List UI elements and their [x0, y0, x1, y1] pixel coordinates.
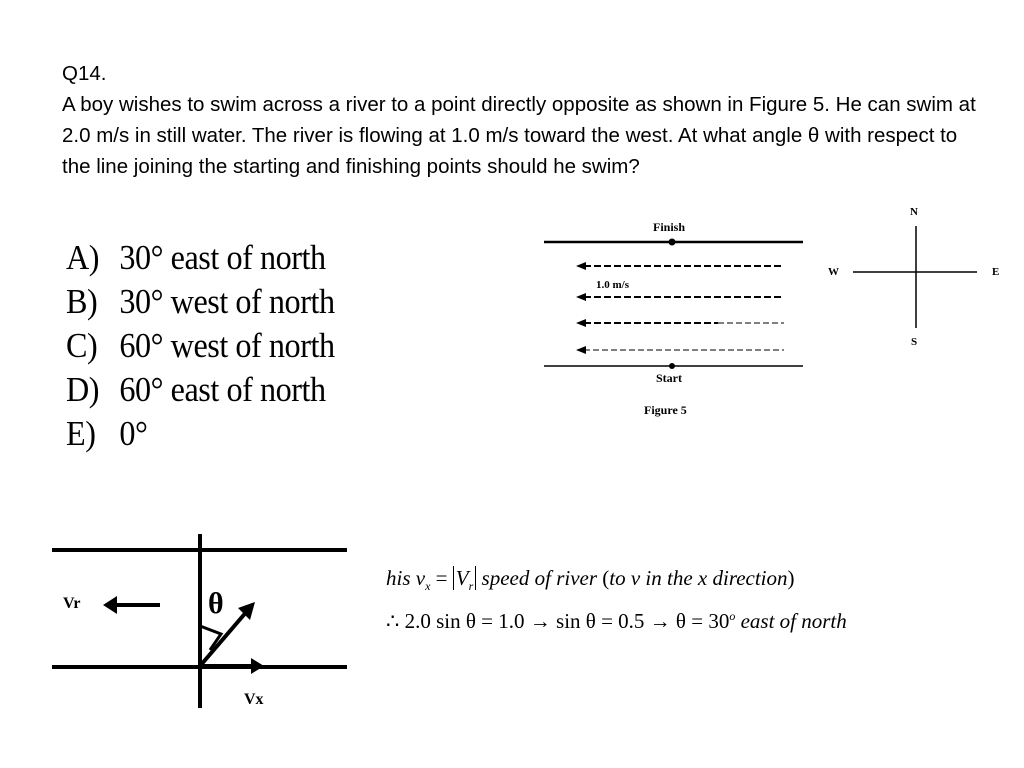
figure-5-diagram: [540, 200, 1010, 430]
choice-e[interactable]: [66, 412, 335, 456]
choice-b[interactable]: [66, 280, 335, 324]
choice-text: 30° west of north: [119, 282, 335, 321]
choice-text: 0°: [119, 414, 148, 453]
compass-south: S: [911, 336, 918, 348]
question-block: [62, 58, 982, 182]
formula-degree: o: [729, 609, 736, 623]
formula-direction: to v in the x direction: [609, 566, 788, 590]
solution-line-1: [386, 566, 795, 594]
answer-choices: [66, 236, 335, 456]
solution-vector-diagram: [50, 530, 360, 720]
choice-text: 60° east of north: [119, 370, 326, 409]
choice-letter: E): [66, 414, 96, 453]
finish-label: Finish: [653, 220, 686, 234]
choice-c[interactable]: [66, 324, 335, 368]
compass-west: W: [828, 266, 839, 278]
choice-text: 30° east of north: [119, 238, 326, 277]
formula-of: of: [534, 566, 551, 590]
formula-equals: =: [435, 566, 448, 590]
choice-d[interactable]: [66, 368, 335, 412]
theta-label: θ: [208, 587, 224, 620]
start-label: Start: [656, 371, 682, 385]
figure-caption: Figure 5: [644, 403, 687, 417]
current-arrowhead: [576, 262, 586, 270]
formula-abs-vr: [453, 566, 477, 594]
choice-letter: C): [66, 326, 98, 365]
vx-label: Vx: [244, 691, 264, 708]
question-number: Q14.: [62, 62, 107, 85]
current-arrowhead: [576, 319, 586, 327]
vx-arrowhead: [251, 658, 264, 674]
current-arrowhead: [576, 346, 586, 354]
finish-point: [669, 239, 676, 246]
formula-expression: ∴ 2.0 sin θ = 1.0 → sin θ = 0.5 → θ = 30: [386, 609, 730, 633]
formula-river: river: [556, 566, 598, 590]
current-arrowhead: [576, 293, 586, 301]
formula-V: V: [455, 566, 469, 590]
current-arrows: [576, 262, 784, 354]
compass-north: N: [910, 206, 918, 218]
formula-paren-close: ): [787, 566, 795, 590]
vr-label: Vr: [63, 595, 81, 612]
speed-label: 1.0 m/s: [596, 279, 629, 291]
formula-his: his: [386, 566, 411, 590]
question-text: A boy wishes to swim across a river to a point directly opposite as shown in Figure 5. He can swim at 2.0 m/s in still water. The river is flowing at 1.0 m/s toward the west. At what angle θ with respect to the line joining the starting and finishing points should he swim?: [62, 93, 976, 178]
formula-paren-open: (: [602, 566, 610, 590]
formula-speed: speed: [481, 566, 530, 590]
formula-v-sub: x: [425, 579, 431, 594]
compass-east: E: [992, 266, 1000, 278]
formula-V-sub: r: [468, 579, 474, 594]
compass: [828, 206, 999, 348]
choice-text: 60° west of north: [119, 326, 335, 365]
formula-v: v: [415, 566, 426, 590]
choice-letter: A): [66, 238, 100, 277]
start-point: [669, 363, 675, 369]
formula-direction-result: east of north: [740, 609, 847, 633]
solution-line-2: [386, 609, 847, 634]
vr-arrowhead: [103, 596, 117, 614]
choice-letter: D): [66, 370, 100, 409]
choice-a[interactable]: [66, 236, 335, 280]
choice-letter: B): [66, 282, 98, 321]
